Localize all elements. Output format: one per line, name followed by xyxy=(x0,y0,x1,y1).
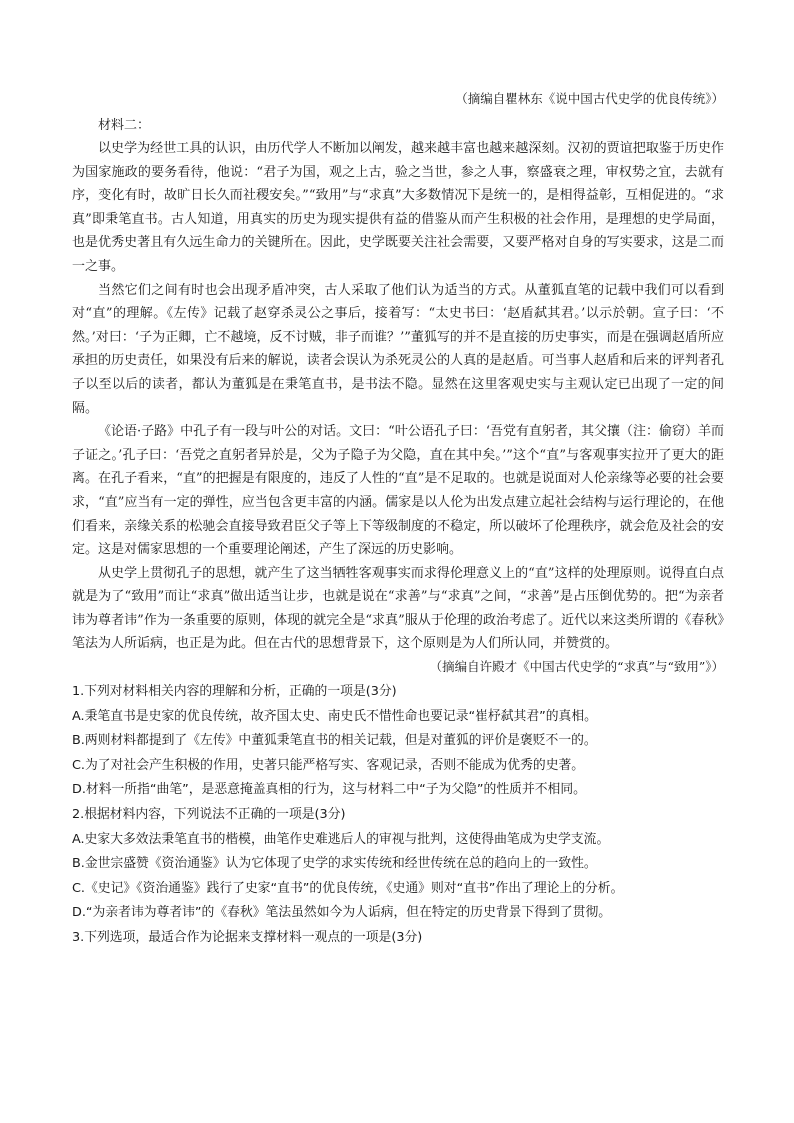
material2-paragraph-2: 当然它们之间有时也会出现矛盾冲突，古人采取了他们认为适当的方式。从董狐直笔的记载中我们可以看到对“直”的理解。《左传》记载了赵穿杀灵公之事后，接着写：“太史书曰：‘赵盾弑其君。’以示於朝。宣子曰：‘不然。’对曰：‘子为正卿，亡不越境，反不讨贼，非子而谁？’”董狐写的并不是直接的历史事实，而是在强调赵盾所应承担的历史责任，如果没有后来的解说，读者会误认为杀死灵公的人真的是赵盾。可当事人赵盾和后来的评判者孔子以至以后的读者，都认为董狐是在秉笔直书，是书法不隐。显然在这里客观史实与主观认定已出现了一定的间隔。 xyxy=(72,282,724,416)
material2-paragraph-1: 以史学为经世工具的认识，由历代学人不断加以阐发，越来越丰富也越来越深刻。汉初的贾谊把取鉴于历史作为国家施政的要务看待，他说：“君子为国，观之上古，验之当世，参之人事，察盛衰之理，审权势之宜，去就有序，变化有时，故旷日长久而社稷安矣。”“致用”与“求真”大多数情况下是统一的，是相得益彰，互相促进的。“求真”即秉笔直书。古人知道，用真实的历史为现实提供有益的借鉴从而产生积极的社会作用，是理想的史学局面，也是优秀史著且有久远生命力的关键所在。因此，史学既要关注社会需要，又要严格对自身的写实要求，这是二而一之事。 xyxy=(72,141,724,274)
question-3-stem: 3.下列选项，最适合作为论据来支撑材料一观点的一项是(3分) xyxy=(72,930,423,945)
material2-paragraph-4: 从史学上贯彻孔子的思想，就产生了这当牺牲客观事实而求得伦理意义上的“直”这样的处理原则。说得直白点就是为了“致用”而让“求真”做出适当让步，也就是说在“求善”与“求真”之间，“求善”是占压倒优势的。把“为亲者讳为尊者讳”作为一条重要的原则，体现的就完全是“求真”服从于伦理的政治考虑了。近代以来这类所谓的《春秋》笔法为人所诟病，也正是为此。但在古代的思想背景下，这个原则是为人们所认同，并赞赏的。 xyxy=(72,565,724,652)
question-2-stem: 2.根据材料内容，下列说法不正确的一项是(3分) xyxy=(72,807,346,823)
question-2-option-a: A.史家大多效法秉笔直书的楷模，曲笔作史难逃后人的审视与批判，这使得曲笔成为史学支流。 xyxy=(72,831,610,847)
question-1-option-d: D.材料一所指“曲笔”，是恶意掩盖真相的行为，这与材料二中“子为父隐”的性质并不相同。 xyxy=(72,782,586,798)
material1-source: （摘编自瞿林东《说中国古代史学的优良传统》） xyxy=(455,91,724,106)
question-1-stem: 1.下列对材料相关内容的理解和分析，正确的一项是(3分) xyxy=(72,684,397,700)
question-1-option-c: C.为了对社会产生积极的作用，史著只能严格写实、客观记录，否则不能成为优秀的史著。 xyxy=(72,757,585,773)
material2-paragraph-3: 《论语·子路》中孔子有一段与叶公的对话。文曰：“叶公语孔子曰：‘吾党有直躬者，其父攘（注：偷窃）羊而子证之。’孔子曰：‘吾党之直躬者异於是，父为子隐子为父隐，直在其中矣。’”这个“直”与客观事实拉开了更大的距离。在孔子看来，“直”的把握是有限度的，违反了人性的“直”是不足取的。也就是说面对人伦亲缘等必要的社会要求，“直”应当有一定的弹性，应当包含更丰富的内涵。儒家是以人伦为出发点建立起社会结构与运行理论的，在他们看来，亲缘关系的松驰会直接导致君臣父子等上下等级制度的不稳定，所以破坏了伦理秩序，就会危及社会的安定。这是对儒家思想的一个重要理论阐述，产生了深远的历史影响。 xyxy=(72,424,724,558)
material2-source: （摘编自许殿才《中国古代史学的“求真”与“致用”》） xyxy=(429,659,724,675)
question-2-option-c: C.《史记》《资治通鉴》践行了史家“直书”的优良传统，《史通》则对“直书”作出了理论上的分析。 xyxy=(72,880,624,896)
question-1-option-b: B.两则材料都提到了《左传》中董狐秉笔直书的相关记载，但是对董狐的评价是褒贬不一的。 xyxy=(72,733,597,749)
question-2-option-d: D.“为亲者讳为尊者讳”的《春秋》笔法虽然如今为人诟病，但在特定的历史背景下得到了贯彻。 xyxy=(72,905,612,921)
questions-section xyxy=(72,680,724,951)
material2-label: 材料二： xyxy=(98,118,151,133)
question-2-option-b: B.金世宗盛赞《资治通鉴》认为它体现了史学的求实传统和经世传统在总的趋向上的一致性。 xyxy=(72,856,597,872)
question-1-option-a: A.秉笔直书是史家的优良传统，故齐国太史、南史氏不惜性命也要记录“崔杼弑其君”的真相。 xyxy=(72,708,597,724)
